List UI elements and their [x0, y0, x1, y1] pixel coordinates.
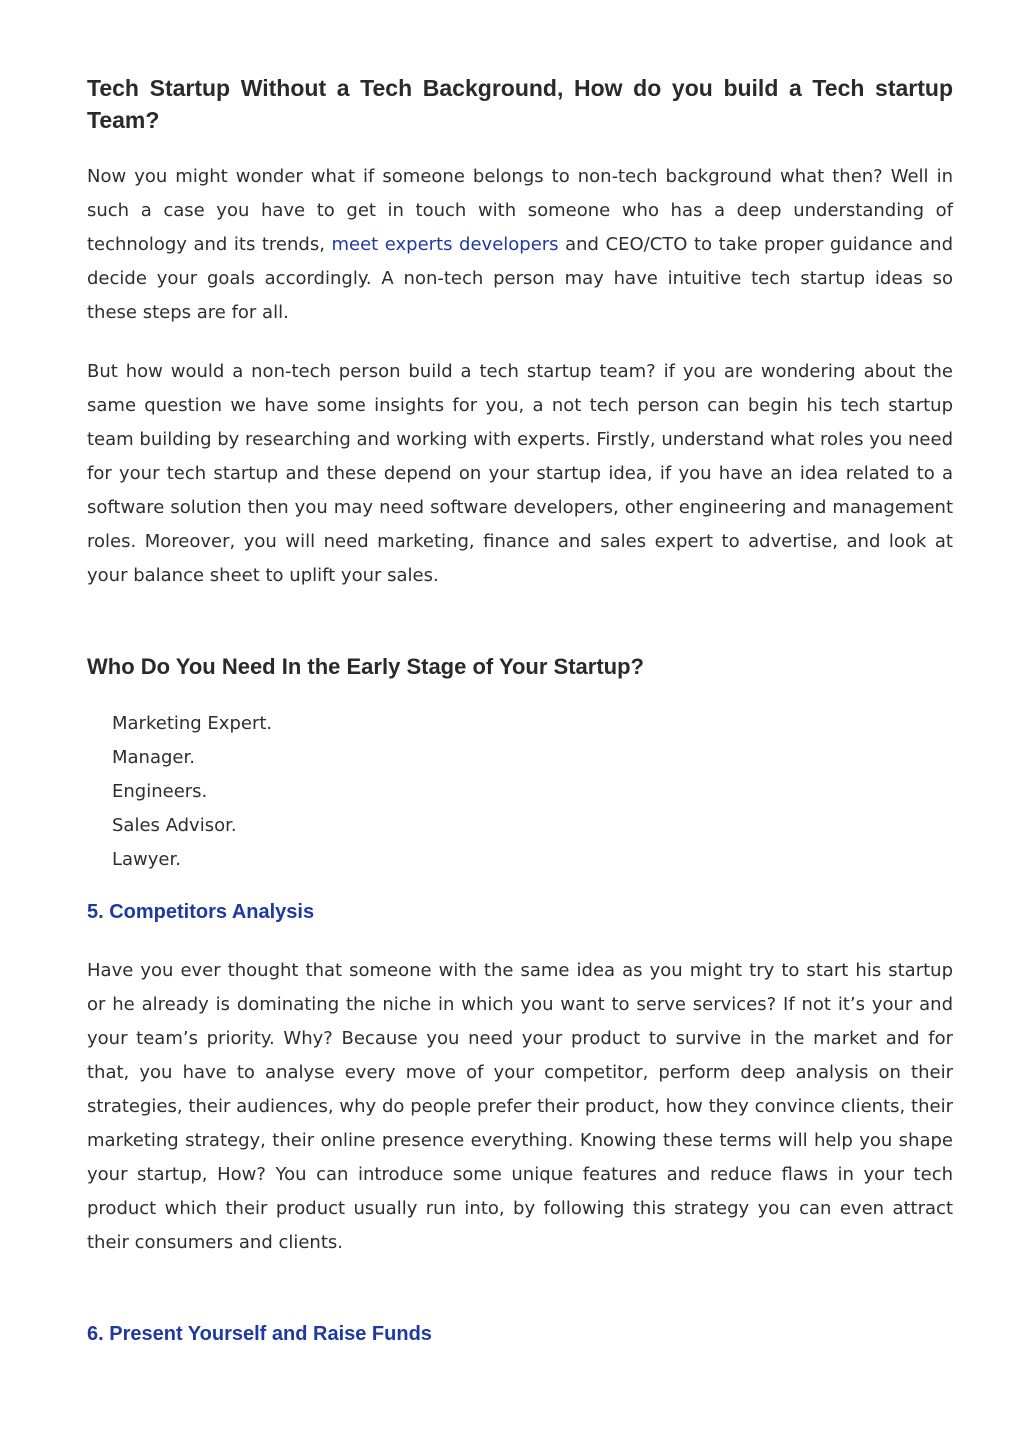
raise-funds-heading: 6. Present Yourself and Raise Funds [87, 1323, 432, 1345]
roles-list [112, 707, 272, 877]
list-item: Engineers. [112, 781, 208, 802]
article-title: Tech Startup Without a Tech Background, How do you build a Tech startup Team? [87, 75, 953, 133]
team-building-paragraph: But how would a non-tech person build a tech startup team? if you are wondering about the same question we have some insights for you, a not tech person can begin his tech startup team building by researching and working with experts. Firstly, understand what roles you need for your tech startup and these depend on your startup idea, if you have an idea related to a software solution then you may need software developers, other engineering and management roles. Moreover, you will need marketing, finance and sales expert to advertise, and look at your balance sheet to uplift your sales. [87, 361, 953, 586]
competitors-analysis-heading: 5. Competitors Analysis [87, 901, 315, 923]
list-item: Sales Advisor. [112, 815, 237, 836]
intro-text-after-link: and CEO/CTO to take proper guidance and decide your goals accordingly. A non-tech person may have intuitive tech startup ideas so these steps are for all. [87, 234, 954, 323]
list-item: Lawyer. [112, 849, 181, 870]
meet-experts-developers-link[interactable]: meet experts developers [331, 234, 559, 255]
competitors-paragraph: Have you ever thought that someone with the same idea as you might try to start his startup or he already is dominating the niche in which you want to serve services? If not it’s your and your team’s priority. Why? Because you need your product to survive in the market and for that, you have to analyse every move of your competitor, perform deep analysis on their strategies, their audiences, why do people prefer their product, how they convince clients, their marketing strategy, their online presence everything. Knowing these terms will help you shape your startup, How? You can introduce some unique features and reduce flaws in your tech product which their product usually run into, by following this strategy you can even attract their consumers and clients. [87, 960, 953, 1253]
list-item: Marketing Expert. [112, 713, 273, 734]
list-item: Manager. [112, 747, 195, 768]
intro-paragraph [87, 160, 953, 330]
early-stage-heading: Who Do You Need In the Early Stage of Your Startup? [87, 654, 644, 679]
intro-text-before-link: Now you might wonder what if someone belongs to non-tech background what then? Well in such a case you have to get in touch with someone who has a deep understanding of technology and its trends, [87, 166, 953, 255]
